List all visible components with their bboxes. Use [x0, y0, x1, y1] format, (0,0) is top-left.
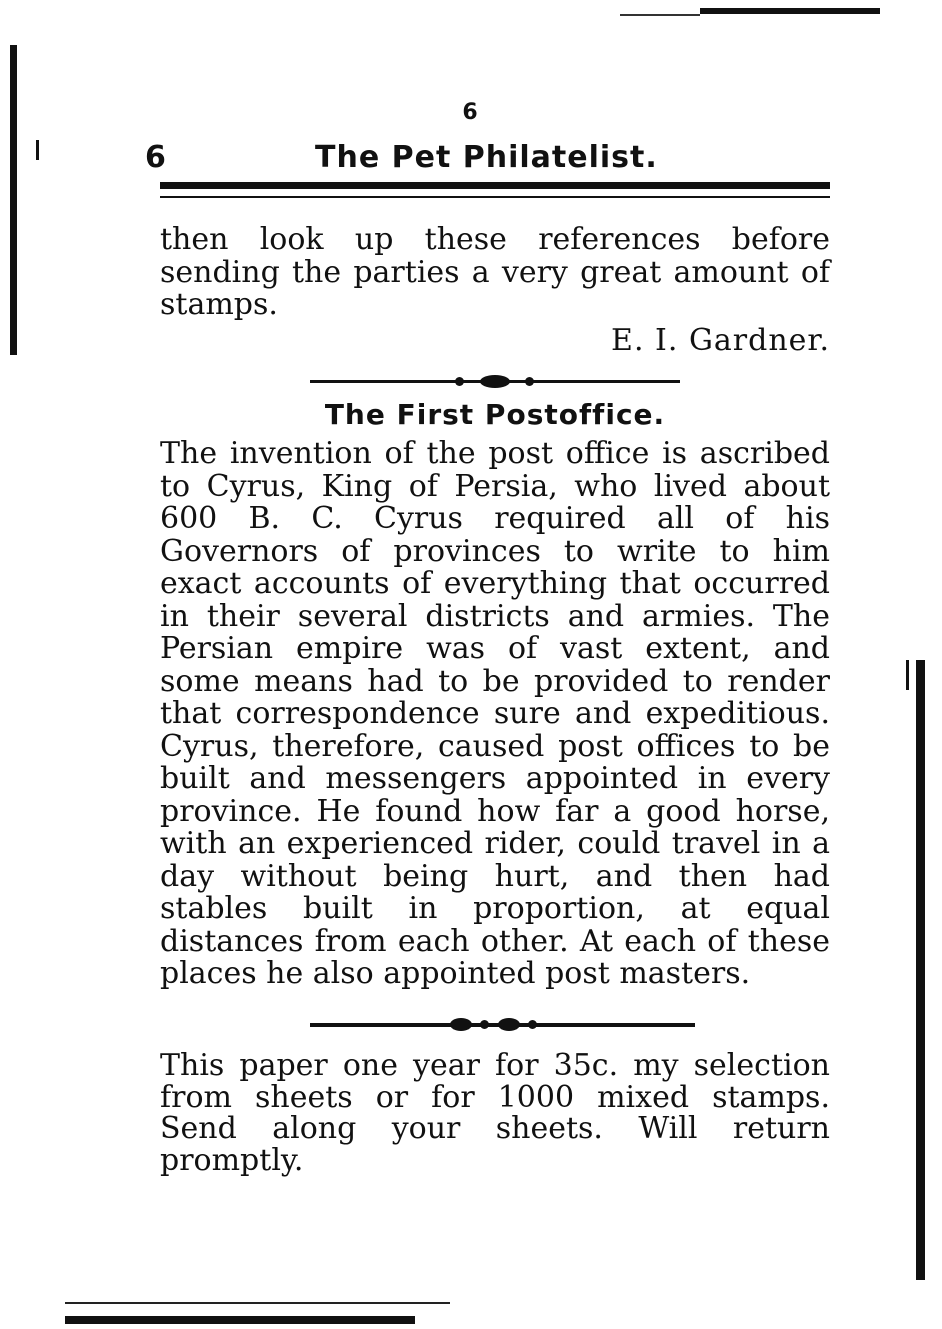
- article-title: The First Postoffice.: [324, 398, 666, 431]
- scan-edge-bar: [916, 660, 925, 1280]
- scan-edge-rule: [620, 14, 700, 16]
- section-ornament: [310, 1018, 695, 1032]
- header-rule: [160, 196, 830, 198]
- page-number: 6: [462, 100, 478, 125]
- scan-edge-mark: [36, 140, 39, 160]
- author-signature: E. I. Gardner.: [611, 323, 830, 358]
- section-ornament: [310, 375, 680, 389]
- advertisement-text: This paper one year for 35c. my selection from sheets or for 1000 mixed stamps. Send along your sheets. Will return promptly.: [160, 1048, 830, 1178]
- scan-edge-rule: [65, 1302, 450, 1304]
- running-header: [140, 140, 830, 180]
- article-body-text: The invention of the post office is ascribed to Cyrus, King of Persia, who lived about 600 B. C. Cyrus required all of his Governors of provinces to write to him exact accounts of everything that occurred in their several districts and armies. The Persian empire was of vast extent, and some means had to be provided to render that correspondence sure and expeditious. Cyrus, therefore, caused post offices to be built and messengers appointed in every province. He found how far a good horse, with an experienced rider, could travel in a day without being hurt, and then had stables built in proportion, at equal distances from each other. At each of these places he also appointed post masters.: [160, 436, 830, 991]
- article-continuation-text: then look up these references before sending the parties a very great amount of stamps.: [160, 222, 830, 322]
- header-page-number: 6: [145, 140, 166, 175]
- scan-edge-bar: [10, 45, 17, 355]
- scan-edge-rule: [700, 8, 880, 14]
- header-rule: [160, 182, 830, 189]
- scan-edge-mark: [906, 660, 909, 690]
- scan-edge-rule: [65, 1316, 415, 1324]
- journal-title: The Pet Philatelist.: [315, 140, 658, 175]
